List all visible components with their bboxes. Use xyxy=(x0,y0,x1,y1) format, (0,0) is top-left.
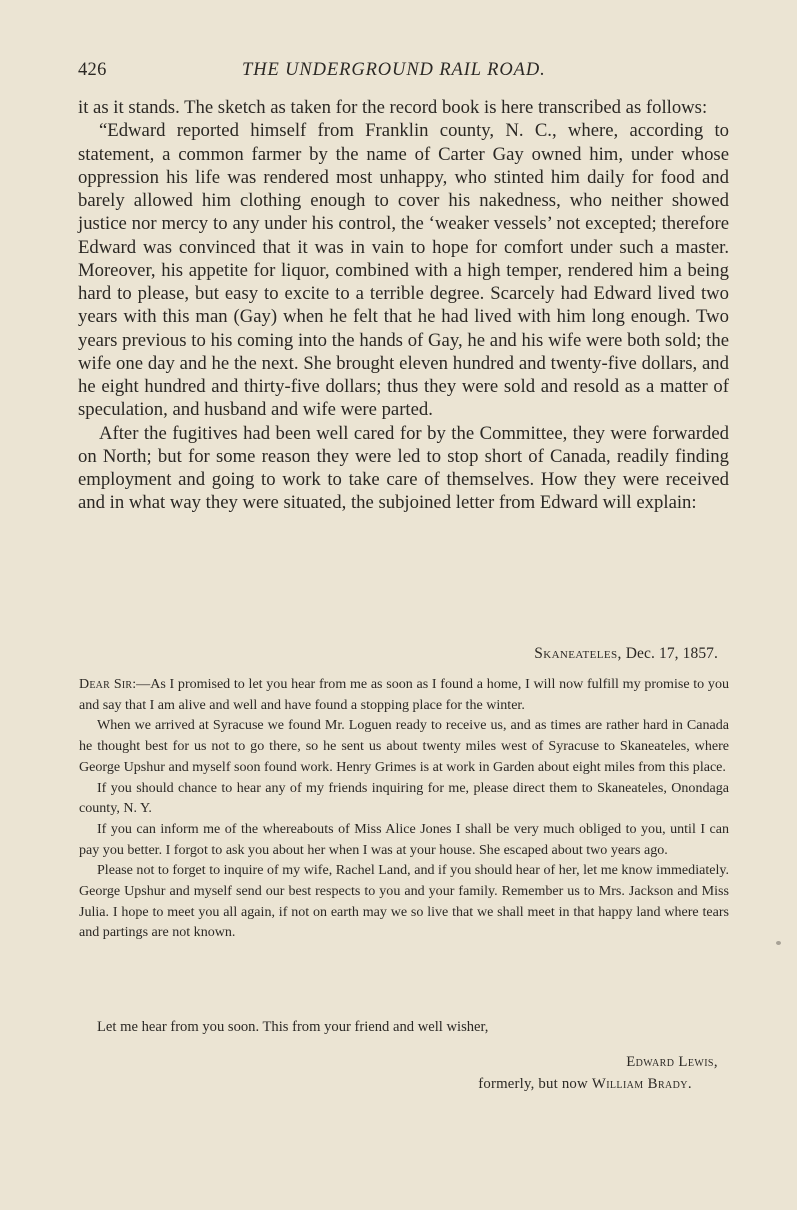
running-title: THE UNDERGROUND RAIL ROAD. xyxy=(242,60,546,80)
page-number: 426 xyxy=(78,60,107,80)
letter-paragraph-5: Please not to forget to inquire of my wife, Rachel Land, and if you should hear of her, let me know immediately. George Upshur and myself send our best respects to you and your family. Remember us to Mrs. Jackson and Miss Julia. I hope to meet you all again, if not on earth may we so live that we shall meet in that happy land where tears and partings are not known. xyxy=(79,862,729,941)
main-text xyxy=(78,96,729,515)
signature-line-1 xyxy=(626,1051,718,1073)
letter-paragraph-4: If you can inform me of the whereabouts of Miss Alice Jones I shall be very much obliged to you, until I can pay you better. I forgot to ask you about her when I was at your house. She escaped about two years ago. xyxy=(79,820,729,858)
paragraph-3: After the fugitives had been well cared for by the Committee, they were forwarded on North; but for some reason they were led to stop short of Canada, readily finding employment and going to work to take care of themselves. How they were received and in what way they were situated, the subjoined letter from Edward will explain: xyxy=(78,422,729,514)
signature-line-2 xyxy=(478,1073,692,1095)
letter-salutation: Dear Sir xyxy=(79,676,133,692)
letter-paragraph-3: If you should chance to hear any of my friends inquiring for me, please direct them to Skaneateles, Onondaga county, N. Y. xyxy=(79,779,729,817)
letter-closing: Let me hear from you soon. This from your friend and well wisher, xyxy=(97,1019,489,1035)
paper-speck xyxy=(776,941,781,945)
paragraph-1: it as it stands. The sketch as taken for the record book is here transcribed as follows: xyxy=(78,97,708,118)
letter-place: Skaneateles, xyxy=(534,645,622,662)
letter-paragraph-2: When we arrived at Syracuse we found Mr. Loguen ready to receive us, and as times are rather hard in Canada he thought best for us not to go there, so he sent us about twenty miles west of Syracuse to Skaneateles, where George Upshur and myself soon found work. Henry Grimes is at work in Garden about eight miles from this place. xyxy=(79,717,729,775)
letter-paragraph-1-text: :—As I promised to let you hear from me as soon as I found a home, I will now fulfill my promise to you and say that I am alive and well and have found a stopping place for the winter. xyxy=(79,676,729,713)
letter-date: Dec. 17, 1857. xyxy=(625,645,718,662)
paragraph-2: “Edward reported himself from Franklin county, N. C., where, according to statement, a common farmer by the name of Carter Gay owned him, under whose oppression his life was rendered most unhappy, who stinted him daily for food and barely allowed him clothing enough to cover his nakedness, who neither showed justice nor mercy to any under his control, the ‘weaker vessels’ not excepted; therefore Edward was convinced that it was in vain to hope for comfort under such a master. Moreover, his appetite for liquor, combined with a high temper, rendered him a being hard to please, but easy to excite to a terrible degree. Scarcely had Edward lived two years with this man (Gay) when he felt that he had lived with him long enough. Two years previous to his coming into the hands of Gay, he and his wife were both sold; the wife one day and he the next. She brought eleven hundred and twenty-five dollars, and he eight hundred and thirty-five dollars; thus they were sold and resold as a matter of speculation, and husband and wife were parted. xyxy=(78,120,729,421)
running-head xyxy=(78,60,729,88)
signature-name: Edward Lewis, xyxy=(626,1054,718,1070)
letter-paragraph-1 xyxy=(79,674,729,715)
signature-prefix: formerly, but now xyxy=(478,1076,588,1092)
letter-body xyxy=(79,674,729,943)
letter-date-line xyxy=(534,645,718,663)
signature-alias: William Brady. xyxy=(591,1076,692,1092)
